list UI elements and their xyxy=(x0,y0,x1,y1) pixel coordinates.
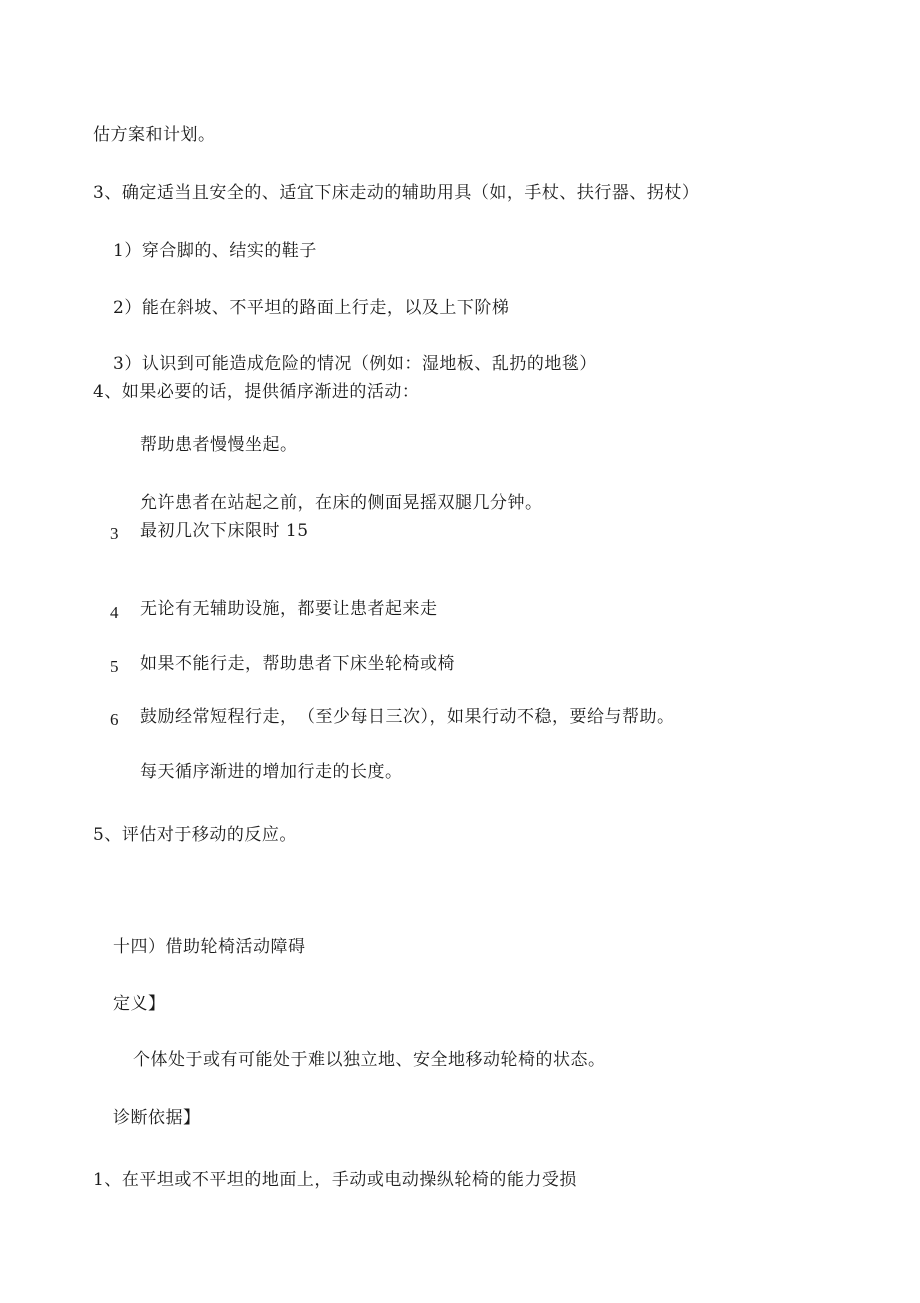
text-line-6: 4、如果必要的话，提供循序渐进的活动： xyxy=(93,382,420,402)
text-line-1: 估方案和计划。 xyxy=(93,125,216,145)
text-line-3: 1）穿合脚的、结实的鞋子 xyxy=(113,241,317,261)
diagnosis-heading: 诊断依据】 xyxy=(113,1108,201,1128)
list-number-5: 5 xyxy=(110,657,119,676)
text-line-4: 2）能在斜坡、不平坦的路面上行走，以及上下阶梯 xyxy=(113,298,510,318)
list-number-3: 3 xyxy=(110,524,119,543)
list-number-4: 4 xyxy=(110,603,119,622)
text-line-9: 最初几次下床限时 15 xyxy=(140,521,309,541)
text-line-2: 3、确定适当且安全的、适宜下床走动的辅助用具（如，手杖、扶行器、拐杖） xyxy=(93,183,700,203)
section-heading: 十四）借助轮椅活动障碍 xyxy=(113,937,306,957)
text-line-8: 允许患者在站起之前，在床的侧面晃摇双腿几分钟。 xyxy=(140,493,543,513)
text-line-11: 如果不能行走，帮助患者下床坐轮椅或椅 xyxy=(140,654,455,674)
text-line-7: 帮助患者慢慢坐起。 xyxy=(140,435,298,455)
definition-text: 个体处于或有可能处于难以独立地、安全地移动轮椅的状态。 xyxy=(133,1050,606,1070)
text-line-5: 3）认识到可能造成危险的情况（例如：湿地板、乱扔的地毯） xyxy=(113,354,597,374)
text-line-10: 无论有无辅助设施，都要让患者起来走 xyxy=(140,599,438,619)
diagnosis-item-1: 1、在平坦或不平坦的地面上，手动或电动操纵轮椅的能力受损 xyxy=(93,1170,577,1190)
text-line-14: 5、评估对于移动的反应。 xyxy=(93,825,297,845)
text-line-13: 每天循序渐进的增加行走的长度。 xyxy=(140,762,403,782)
text-line-12: 鼓励经常短程行走， （至少每日三次），如果行动不稳，要给与帮助。 xyxy=(140,707,675,727)
definition-heading: 定义】 xyxy=(113,994,166,1014)
list-number-6: 6 xyxy=(110,710,119,729)
